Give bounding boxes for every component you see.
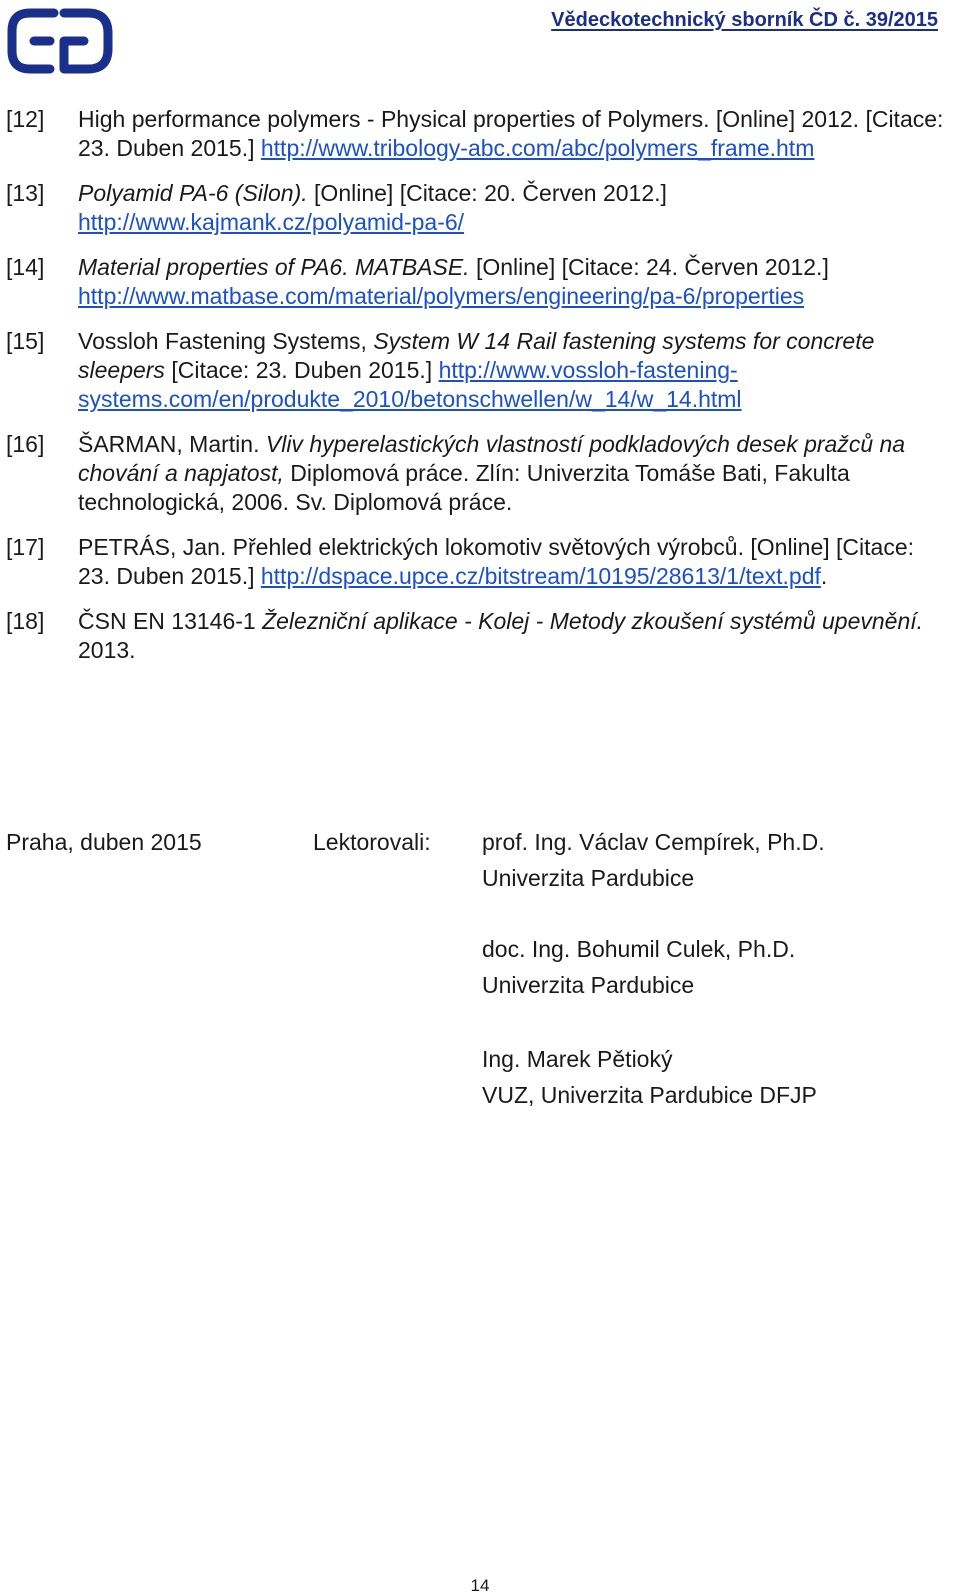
reviewer-affiliation: VUZ, Univerzita Pardubice DFJP xyxy=(482,1082,817,1108)
reference-number: [17] xyxy=(6,534,45,560)
reference-text xyxy=(78,179,946,237)
reference-number: [18] xyxy=(6,608,45,634)
reference-segment: . xyxy=(820,563,828,589)
reference-text xyxy=(78,105,946,163)
reference-link[interactable]: http://www.kajmank.cz/polyamid-pa-6/ xyxy=(78,209,465,235)
place-date: Praha, duben 2015 xyxy=(6,829,202,855)
reference-link[interactable]: http://www.matbase.com/material/polymers/engineering/pa-6/properties xyxy=(78,283,805,309)
reference-link[interactable]: http://www.tribology-abc.com/abc/polymers_frame.htm xyxy=(260,135,815,161)
reference-item xyxy=(6,430,946,517)
reference-text xyxy=(78,253,946,311)
reference-title: Material properties of PA6. MATBASE. xyxy=(78,254,470,280)
reference-segment: Vossloh Fastening Systems, xyxy=(78,328,374,354)
reference-segment: 2013. xyxy=(78,637,136,663)
reviewers-label: Lektorovali: xyxy=(313,829,431,855)
reference-item xyxy=(6,253,946,311)
reference-item xyxy=(6,179,946,237)
reviewer-3 xyxy=(482,1041,817,1113)
reference-segment: [Online] [Citace: 20. Červen 2012.] xyxy=(307,180,667,206)
reference-number: [12] xyxy=(6,106,45,132)
page-number: 14 xyxy=(470,1576,490,1595)
reviewer-name: prof. Ing. Václav Cempírek, Ph.D. xyxy=(482,829,825,855)
reviewer-name: doc. Ing. Bohumil Culek, Ph.D. xyxy=(482,936,796,962)
reference-segment: High performance polymers - Physical properties of Polymers. [Online] 2012. [Citace: 23. Duben 2015.] xyxy=(78,106,944,161)
reference-link[interactable]: http://www.vossloh-fastening-systems.com/en/produkte_2010/betonschwellen/w_14/w_14.html xyxy=(78,357,742,412)
reviewer-2 xyxy=(482,931,795,1003)
reference-number: [16] xyxy=(6,431,45,457)
reference-text xyxy=(78,327,946,414)
reference-segment: Diplomová práce. Zlín: Univerzita Tomáše Bati, Fakulta technologická, 2006. Sv. Diplomová práce. xyxy=(78,460,850,515)
cd-logo-icon xyxy=(4,3,116,79)
reference-number: [15] xyxy=(6,328,45,354)
reference-number: [13] xyxy=(6,180,45,206)
reference-item xyxy=(6,607,946,665)
reference-title: System W 14 Rail fastening systems for concrete sleepers xyxy=(78,328,875,383)
reviewer-1 xyxy=(482,824,825,896)
journal-title: Vědeckotechnický sborník ČD č. 39/2015 xyxy=(551,9,938,31)
reviewer-affiliation: Univerzita Pardubice xyxy=(482,972,695,998)
reference-item xyxy=(6,327,946,414)
reviewer-affiliation: Univerzita Pardubice xyxy=(482,865,695,891)
reference-title: Vliv hyperelastických vlastností podkladových desek pražců na chování a napjatost, xyxy=(78,431,906,486)
reference-text xyxy=(78,607,946,665)
reviewer-name: Ing. Marek Pětioký xyxy=(482,1046,673,1072)
reference-number: [14] xyxy=(6,254,45,280)
reference-segment: ČSN EN 13146-1 xyxy=(78,608,263,634)
reference-title: Polyamid PA-6 (Silon). xyxy=(78,180,308,206)
reference-title: Železniční aplikace - Kolej - Metody zkoušení systémů upevnění. xyxy=(262,608,924,634)
reference-text xyxy=(78,430,946,517)
reference-link[interactable]: http://dspace.upce.cz/bitstream/10195/28613/1/text.pdf xyxy=(260,563,821,589)
reference-list xyxy=(6,105,946,681)
reference-segment: ŠARMAN, Martin. xyxy=(78,431,266,457)
reference-segment: PETRÁS, Jan. Přehled elektrických lokomotiv světových výrobců. [Online] [Citace: 23. Duben 2015.] xyxy=(78,534,914,589)
reference-segment: [Citace: 23. Duben 2015.] xyxy=(164,357,439,383)
reference-item xyxy=(6,105,946,163)
reference-text xyxy=(78,533,946,591)
reference-segment: [Online] [Citace: 24. Červen 2012.] xyxy=(469,254,829,280)
reference-item xyxy=(6,533,946,591)
